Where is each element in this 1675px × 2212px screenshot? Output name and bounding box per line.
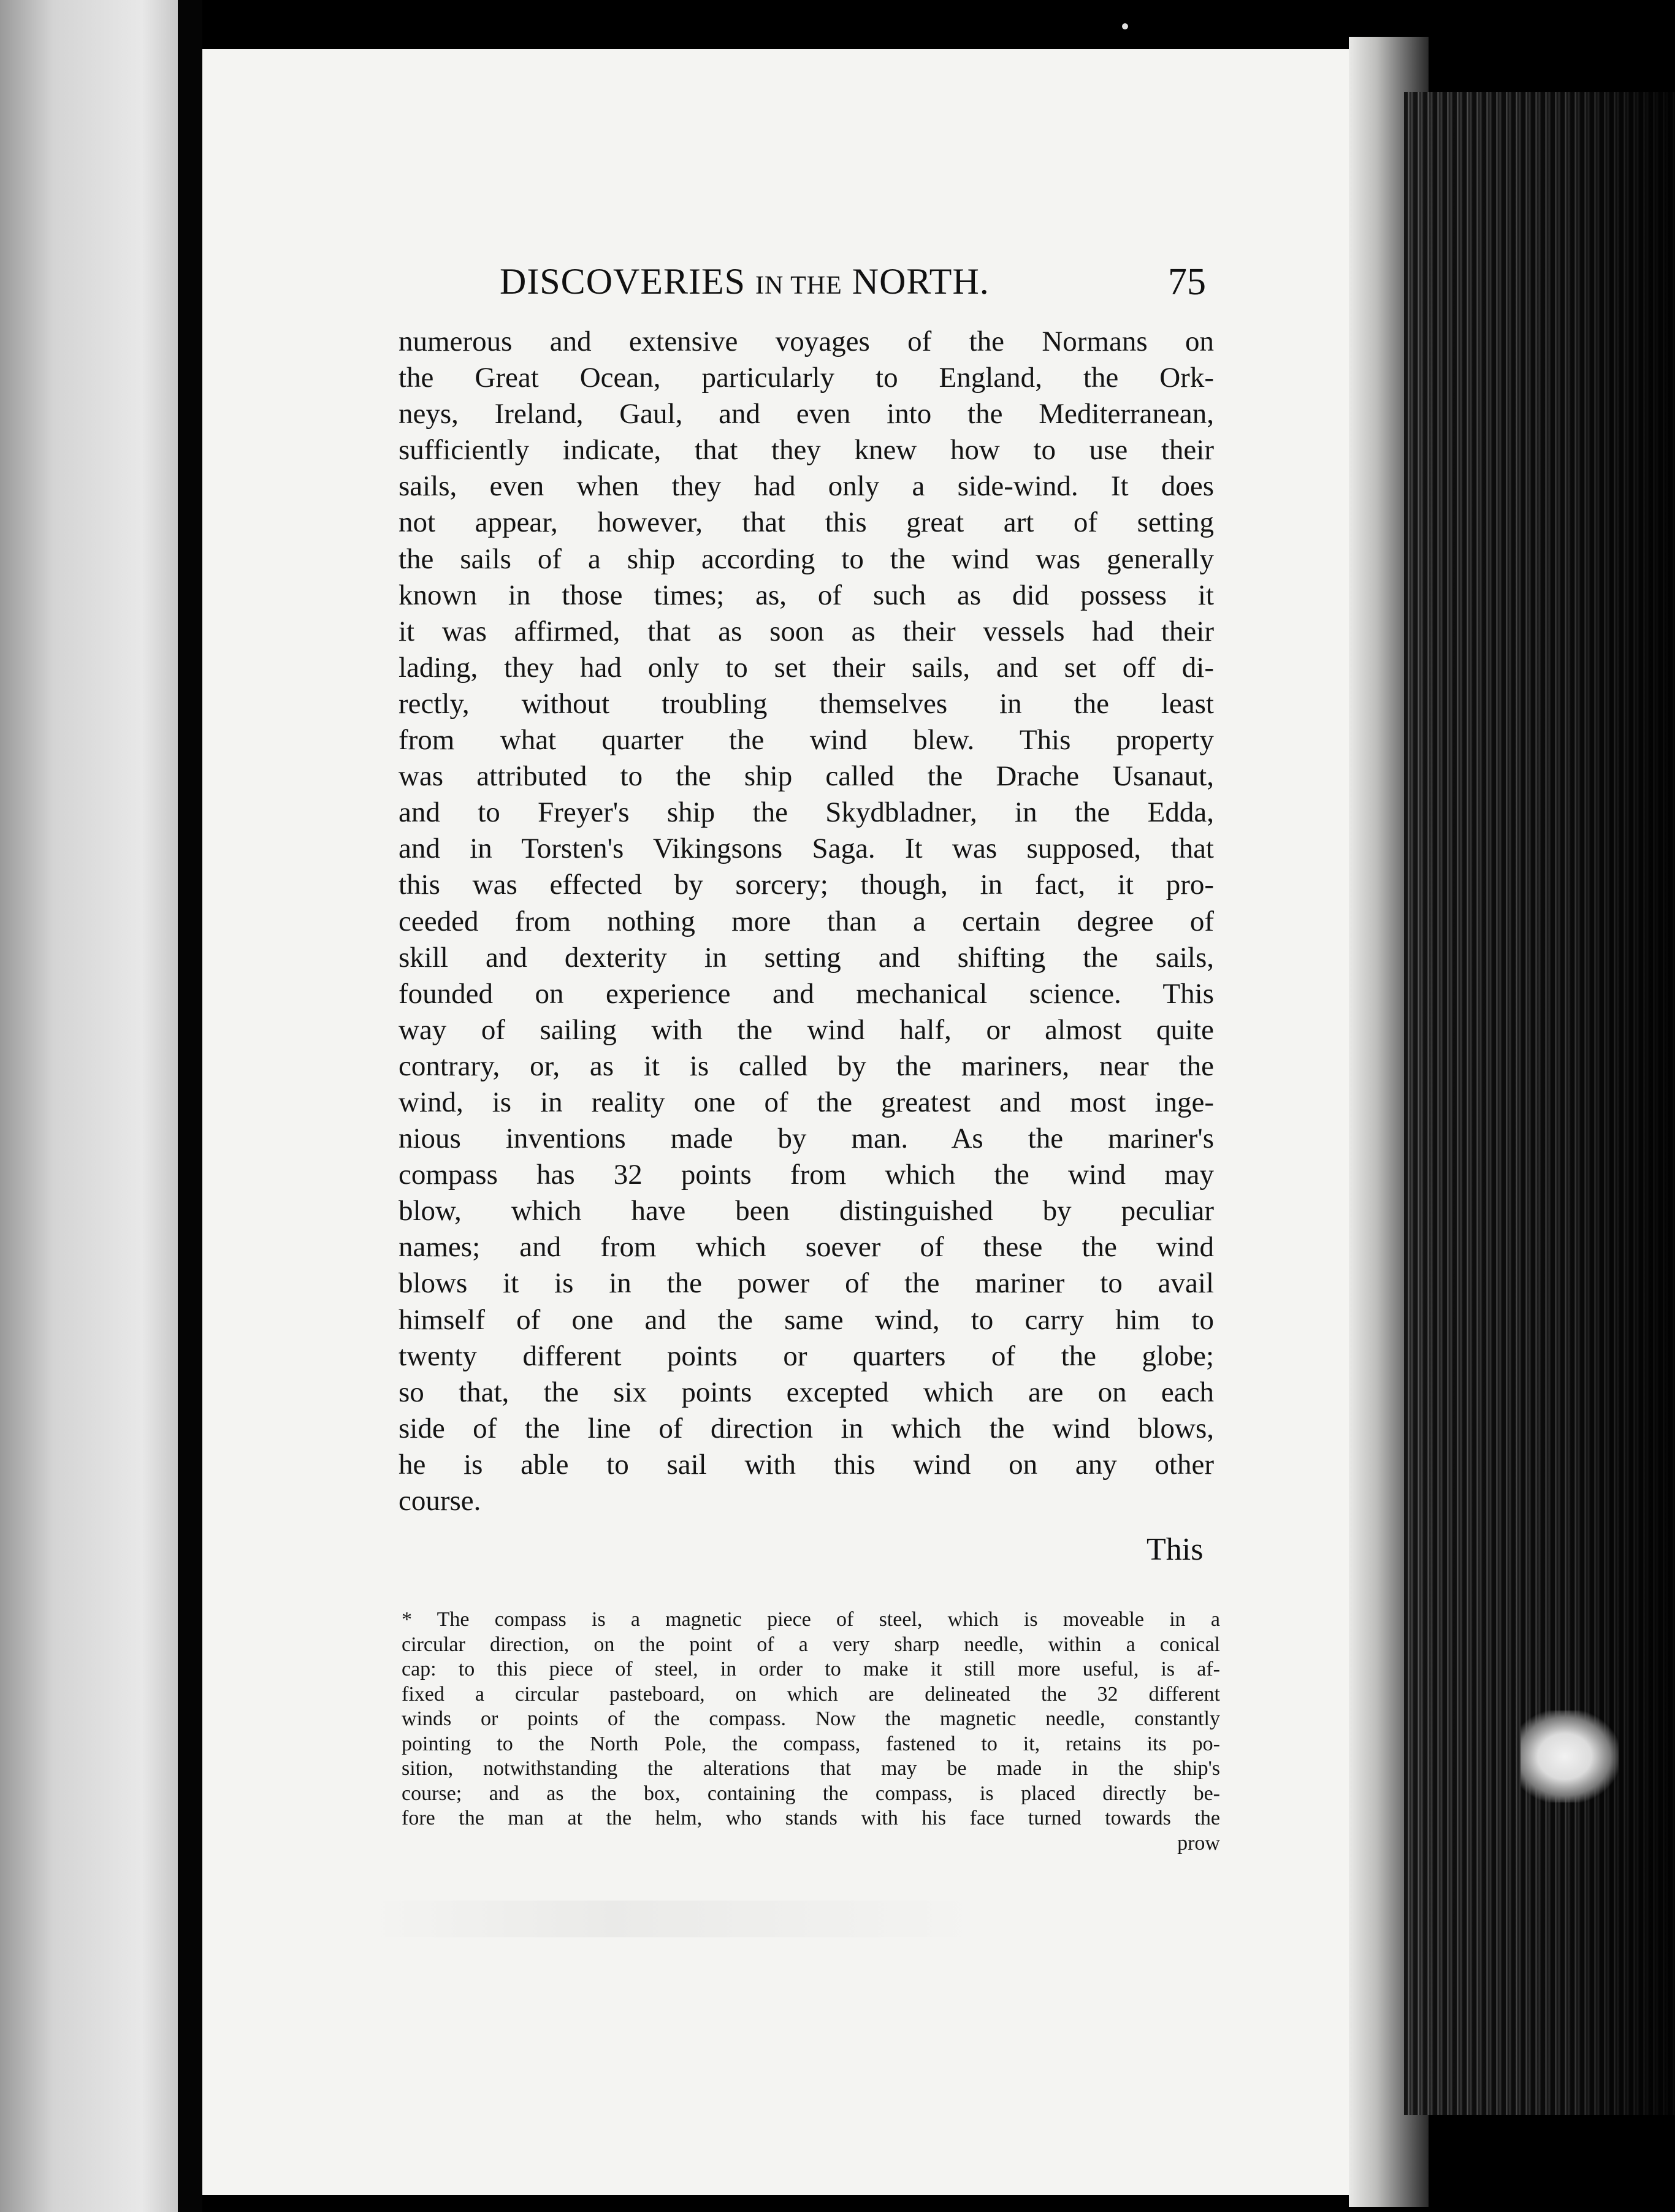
body-line: sufficiently indicate, that they knew how to use their [399,434,1214,467]
running-head-part1: DISCOVERIES [500,261,746,302]
body-line: founded on experience and mechanical science. This [399,977,1214,1010]
body-line: he is able to sail with this wind on any other [399,1448,1214,1481]
body-line: wind, is in reality one of the greatest and most inge- [399,1086,1214,1118]
footnote-line: fore the man at the helm, who stands with his face turned towards the [402,1807,1220,1829]
body-line: so that, the six points excepted which are on each [399,1376,1214,1408]
footnote [402,1608,1220,1856]
body-line: blows it is in the power of the mariner to avail [399,1267,1214,1300]
body-text [399,324,1214,1519]
body-line: rectly, without troubling themselves in the least [399,687,1214,720]
page-number: 75 [1168,261,1206,303]
body-line: was attributed to the ship called the Drache Usanaut, [399,760,1214,793]
dust-speck [1122,23,1128,29]
body-line: the Great Ocean, particularly to England, the Ork- [399,362,1214,394]
body-line: nious inventions made by man. As the mariner's [399,1123,1214,1155]
body-line: himself of one and the same wind, to carry him to [399,1303,1214,1336]
body-line: neys, Ireland, Gaul, and even into the Mediterranean, [399,398,1214,430]
footnote-line: pointing to the North Pole, the compass, fastened to it, retains its po- [402,1732,1220,1755]
body-line: ceeded from nothing more than a certain degree of [399,905,1214,937]
facing-page-edge [0,0,178,2212]
show-through-text [368,1901,981,1937]
body-line: side of the line of direction in which the wind blows, [399,1412,1214,1444]
body-line: course. [399,1485,481,1517]
paper-damage-mark [1520,1710,1619,1802]
body-line: from what quarter the wind blew. This property [399,724,1214,757]
body-line: this was effected by sorcery; though, in fact, it pro- [399,869,1214,901]
body-line: it was affirmed, that as soon as their vessels had their [399,615,1214,647]
footnote-line: cap: to this piece of steel, in order to make it still more useful, is af- [402,1658,1220,1680]
body-line: compass has 32 points from which the wind may [399,1159,1214,1191]
body-line: known in those times; as, of such as did possess it [399,579,1214,611]
footnote-line: sition, notwithstanding the alterations that may be made in the ship's [402,1757,1220,1780]
body-line: skill and dexterity in setting and shifting the sails, [399,941,1214,974]
body-line: and in Torsten's Vikingsons Saga. It was supposed, that [399,833,1214,865]
footnote-line: * The compass is a magnetic piece of steel, which is moveable in a [402,1608,1220,1631]
fore-edge-shading [1404,92,1675,2115]
running-head [500,261,1235,303]
body-line: blow, which have been distinguished by peculiar [399,1195,1214,1227]
gutter-shadow [178,0,202,2212]
body-line: lading, they had only to set their sails, and set off di- [399,651,1214,684]
body-line: names; and from which soever of these the wind [399,1231,1214,1264]
footnote-line: course; and as the box, containing the compass, is placed directly be- [402,1782,1220,1805]
catchword: This [1147,1532,1204,1567]
running-head-part2: IN THE [755,272,842,300]
body-line: not appear, however, that this great art of setting [399,506,1214,539]
body-line: numerous and extensive voyages of the Normans on [399,326,1214,357]
footnote-line: fixed a circular pasteboard, on which are delineated the 32 different [402,1682,1220,1706]
running-head-part3: NORTH. [852,261,990,302]
footnote-line: winds or points of the compass. Now the magnetic needle, constantly [402,1707,1220,1730]
body-line: contrary, or, as it is called by the mariners, near the [399,1050,1214,1082]
body-line: the sails of a ship according to the wind was generally [399,543,1214,575]
body-line: way of sailing with the wind half, or almost quite [399,1013,1214,1046]
body-line: and to Freyer's ship the Skydbladner, in the Edda, [399,796,1214,829]
body-line: twenty different points or quarters of the globe; [399,1340,1214,1372]
footnote-line: circular direction, on the point of a very sharp needle, within a conical [402,1633,1220,1656]
body-line: sails, even when they had only a side-wind. It does [399,470,1214,503]
footnote-catchword: prow [1177,1831,1220,1855]
